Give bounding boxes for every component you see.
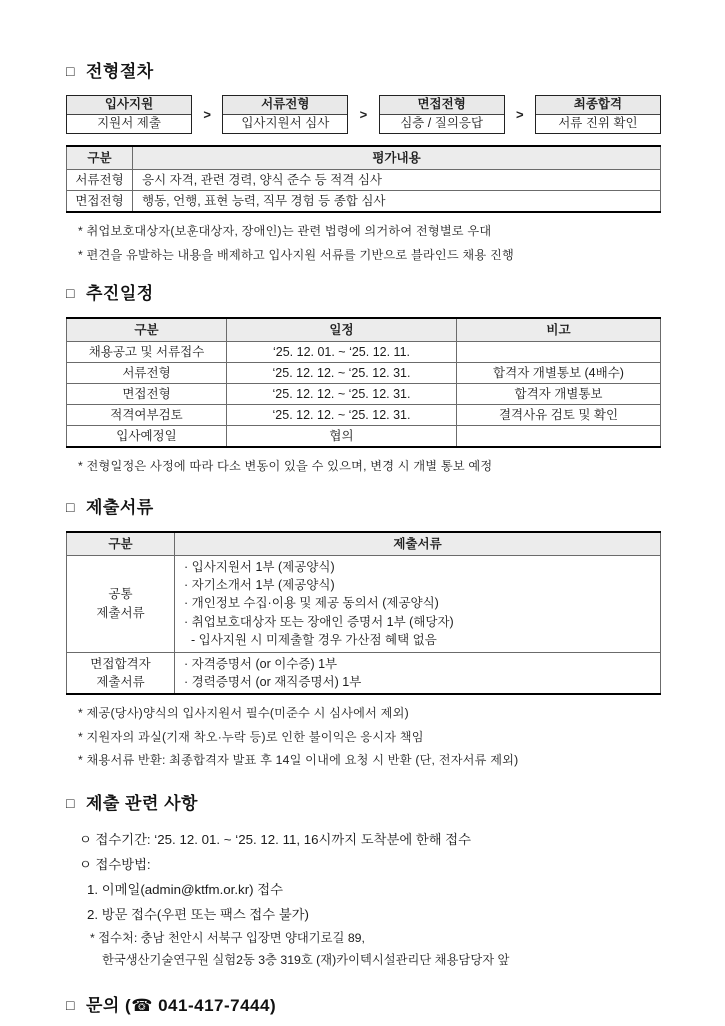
row-label-line: 제출서류 (96, 605, 145, 620)
table-cell: 응시 자격, 관련 경력, 양식 준수 등 적격 심사 (133, 170, 661, 191)
table-cell (457, 426, 661, 448)
table-cell (175, 555, 661, 652)
table-cell: 서류전형 (67, 363, 227, 384)
table-cell: 면접전형 (67, 384, 227, 405)
document-item: · 취업보호대상자 또는 장애인 증명서 1부 (해당자) (184, 614, 454, 629)
table-cell (67, 652, 175, 694)
table-cell: ‘25. 12. 12. ~ ‘25. 12. 31. (227, 405, 457, 426)
column-header: 비고 (457, 318, 661, 342)
section-title-text: 추진일정 (85, 284, 154, 303)
table-row (67, 384, 661, 405)
submission-method-visit: 2. 방문 접수(우편 또는 팩스 접수 불가) (87, 906, 309, 922)
table-cell: 채용공고 및 서류접수 (67, 342, 227, 363)
section-title-text: 제출서류 (85, 497, 154, 517)
inquiry-phone-text: 문의 (☎ 041-417-7444) (85, 995, 277, 1015)
arrow-right-icon: > (203, 107, 211, 122)
table-cell: 합격자 개별통보 (457, 384, 661, 405)
square-bullet-icon: □ (66, 285, 75, 301)
row-label-line: 면접합격자 (90, 656, 151, 671)
flow-step-title: 서류전형 (223, 96, 347, 115)
table-cell: 서류전형 (67, 170, 133, 191)
column-header: 구분 (67, 532, 175, 556)
documents-notes (78, 702, 661, 773)
section-title-text: 제출 관련 사항 (85, 793, 198, 813)
document-item: · 경력증명서 (or 재직증명서) 1부 (184, 674, 362, 689)
procedure-notes (78, 220, 661, 267)
square-bullet-icon: □ (66, 498, 75, 515)
section-title-schedule (66, 282, 661, 306)
table-header-row (67, 146, 661, 170)
table-cell: 협의 (227, 426, 457, 448)
note-line: * 채용서류 반환: 최종합격자 발표 후 14일 이내에 요청 시 반환 (단, 전자서류 제외) (78, 753, 519, 768)
submission-address-line2: 한국생산기술연구원 실험2동 3층 319호 (재)카이텍시설관리단 채용담당자 앞 (102, 952, 510, 967)
note-line: * 취업보호대상자(보훈대상자, 장애인)는 관련 법령에 의거하여 전형별로 우대 (78, 224, 492, 238)
table-cell: 입사예정일 (67, 426, 227, 448)
arrow-right-icon: > (359, 107, 368, 122)
document-subitem: - 입사지원 시 미제출할 경우 가산점 혜택 없음 (191, 633, 437, 648)
table-row (67, 342, 661, 363)
documents-table (66, 531, 661, 696)
table-cell: 적격여부검토 (67, 405, 227, 426)
flow-step-desc: 입사지원서 심사 (223, 115, 347, 133)
flow-step-desc: 지원서 제출 (67, 115, 191, 133)
note-line: * 제공(당사)양식의 입사지원서 필수(미준수 시 심사에서 제외) (78, 706, 409, 721)
document-item: · 자기소개서 1부 (제공양식) (184, 577, 335, 592)
submission-address-line: * 접수처: 충남 천안시 서북구 입장면 양대기로길 89, (90, 930, 365, 945)
note-line: * 전형일정은 사정에 따라 다소 변동이 있을 수 있으며, 변경 시 개별 통보 예정 (78, 459, 493, 473)
table-row (67, 652, 661, 694)
section-title-submission (66, 792, 661, 816)
schedule-table (66, 317, 661, 448)
table-cell: ‘25. 12. 01. ~ ‘25. 12. 11. (227, 342, 457, 363)
procedure-flow (66, 95, 661, 134)
table-cell: ‘25. 12. 12. ~ ‘25. 12. 31. (227, 363, 457, 384)
table-cell: 결격사유 검토 및 확인 (457, 405, 661, 426)
schedule-notes (78, 455, 661, 479)
table-cell (67, 555, 175, 652)
submission-method-line: ㅇ 접수방법: (79, 856, 151, 872)
table-row (67, 426, 661, 448)
table-cell: 행동, 언행, 표현 능력, 직무 경험 등 종합 심사 (133, 191, 661, 213)
flow-step-final-pass (535, 95, 661, 134)
section-title-inquiry (66, 994, 661, 1018)
row-label-line: 제출서류 (96, 674, 145, 689)
square-bullet-icon: □ (66, 63, 75, 79)
column-header: 구분 (67, 318, 227, 342)
column-header: 일정 (227, 318, 457, 342)
arrow-right-icon: > (515, 107, 524, 122)
note-line: * 지원자의 과실(기재 착오·누락 등)로 인한 불이익은 응시자 책임 (78, 729, 424, 744)
column-header: 제출서류 (175, 532, 661, 556)
flow-step-desc: 심층 / 질의응답 (380, 115, 504, 133)
evaluation-table (66, 145, 661, 213)
table-header-row (67, 318, 661, 342)
table-cell: 면접전형 (67, 191, 133, 213)
square-bullet-icon: □ (66, 996, 75, 1013)
flow-step-desc: 서류 진위 확인 (536, 115, 660, 133)
flow-step-interview (379, 95, 505, 134)
column-header: 구분 (67, 146, 133, 170)
table-row (67, 405, 661, 426)
note-line: * 편견을 유발하는 내용을 배제하고 입사지원 서류를 기반으로 블라인드 채용 진행 (78, 247, 514, 262)
document-item: · 입사지원서 1부 (제공양식) (184, 559, 335, 574)
row-label-line: 공통 (108, 587, 133, 602)
submission-details (66, 827, 661, 971)
submission-method-email: 1. 이메일(admin@ktfm.or.kr) 접수 (87, 881, 283, 897)
section-title-text: 전형절차 (85, 62, 154, 81)
table-header-row (67, 532, 661, 556)
section-title-procedure (66, 60, 661, 84)
flow-step-title: 면접전형 (380, 96, 504, 115)
table-cell: 합격자 개별통보 (4배수) (457, 363, 661, 384)
flow-step-document-screening (222, 95, 348, 134)
document-item: · 개인정보 수집·이용 및 제공 동의서 (제공양식) (184, 596, 439, 611)
flow-step-title: 최종합격 (536, 96, 660, 115)
document-item: · 자격증명서 (or 이수증) 1부 (184, 656, 338, 671)
table-row (67, 363, 661, 384)
table-cell (457, 342, 661, 363)
table-row (67, 555, 661, 652)
section-title-documents (66, 496, 661, 520)
table-row (67, 191, 661, 213)
table-cell (175, 652, 661, 694)
square-bullet-icon: □ (66, 794, 75, 811)
table-cell: ‘25. 12. 12. ~ ‘25. 12. 31. (227, 384, 457, 405)
column-header: 평가내용 (133, 146, 661, 170)
flow-step-title: 입사지원 (67, 96, 191, 115)
submission-period-line: ㅇ 접수기간: ‘25. 12. 01. ~ ‘25. 12. 11, 16시까지 도착분에 한해 접수 (79, 831, 471, 847)
flow-step-application (66, 95, 192, 134)
table-row (67, 170, 661, 191)
